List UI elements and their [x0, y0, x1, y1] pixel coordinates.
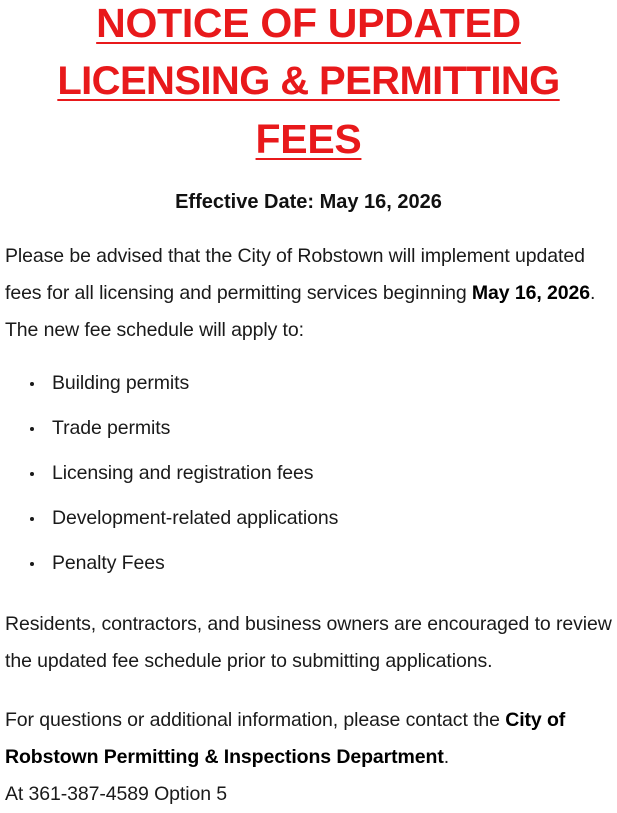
page-title-line-2	[4, 52, 613, 110]
page-title-line-1-text: NOTICE OF UPDATED	[96, 0, 521, 46]
fee-schedule-list	[4, 349, 613, 586]
bullet-dot-icon	[30, 427, 34, 431]
intro-effective-date-bold: May 16, 2026	[471, 282, 590, 304]
page-title-line-3	[4, 110, 613, 168]
list-item	[4, 496, 613, 541]
phone-line: At 361-387-4589 Option 5	[5, 783, 228, 805]
page-title-line-3-text: FEES	[255, 116, 362, 162]
contact-department-bold: City of Robstown Permitting & Inspections Department	[5, 709, 566, 768]
residents-paragraph: Residents, contractors, and business owners are encouraged to review the updated fee schedule prior to submitting applications.	[5, 613, 612, 672]
bullet-dot-icon	[30, 562, 34, 566]
list-item-label: Building permits	[52, 372, 190, 394]
bullet-dot-icon	[30, 382, 34, 386]
list-item	[4, 361, 613, 406]
intro-text-after: . The new fee schedule will apply to:	[5, 282, 596, 341]
contact-text-before: For questions or additional information, please contact the	[5, 709, 506, 731]
bullet-dot-icon	[30, 517, 34, 521]
contact-paragraph	[4, 680, 613, 776]
list-item-label: Licensing and registration fees	[52, 462, 314, 484]
list-item	[4, 406, 613, 451]
list-item-label: Penalty Fees	[52, 552, 165, 574]
list-item-label: Development-related applications	[52, 507, 339, 529]
page-title	[4, 0, 613, 168]
page-title-line-2-text: LICENSING & PERMITTING	[57, 59, 560, 103]
effective-date: Effective Date: May 16, 2026	[175, 191, 442, 213]
intro-text-before: Please be advised that the City of Robstown will implement updated fees for all licensing and permitting services beginning	[5, 245, 585, 304]
list-item	[4, 541, 613, 586]
bullet-dot-icon	[30, 472, 34, 476]
list-item-label: Trade permits	[52, 417, 171, 439]
page-title-line-1	[4, 0, 613, 52]
list-item	[4, 451, 613, 496]
contact-text-after: .	[443, 746, 450, 768]
intro-paragraph	[4, 224, 613, 349]
